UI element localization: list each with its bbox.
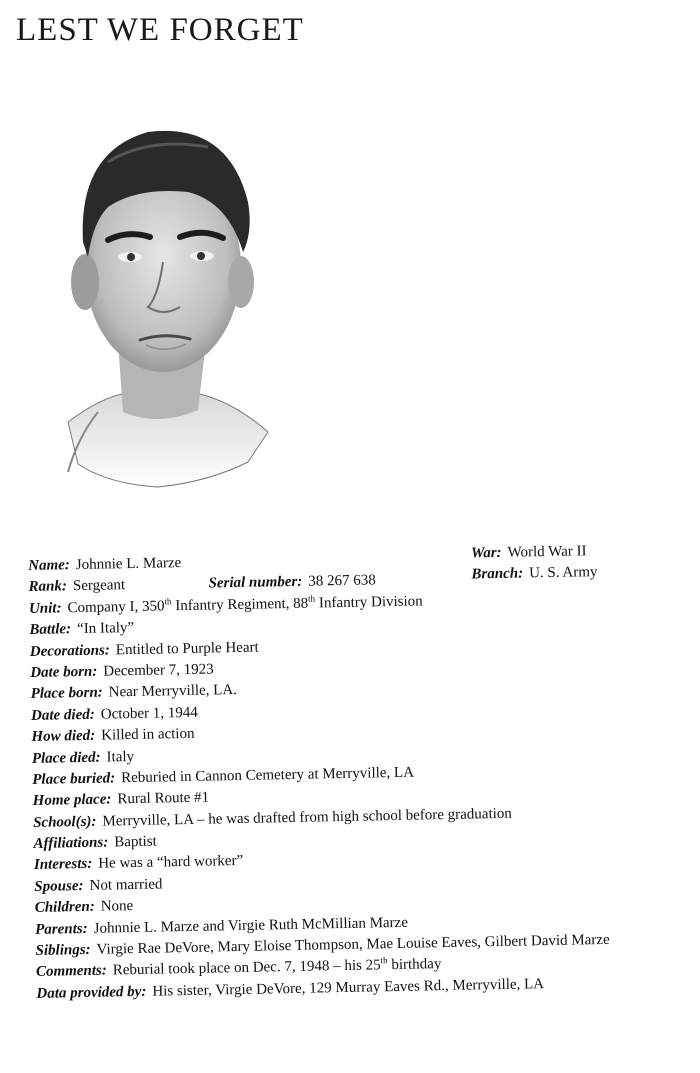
decorations-label: Decorations:	[29, 642, 110, 660]
children-label: Children:	[34, 899, 95, 917]
unit-label: Unit:	[28, 600, 62, 617]
data-provided-label: Data provided by:	[36, 983, 147, 1002]
date-died-label: Date died:	[30, 706, 95, 724]
date-died-value: October 1, 1944	[100, 704, 198, 723]
battle-value: “In Italy”	[76, 620, 135, 638]
schools-value: Merryville, LA – he was drafted from high school before graduation	[102, 805, 512, 830]
how-died-value: Killed in action	[101, 725, 195, 744]
home-place-value: Rural Route #1	[117, 789, 210, 808]
soldier-record	[28, 544, 687, 1006]
spouse-value: Not married	[89, 876, 163, 894]
how-died-label: How died:	[31, 727, 96, 746]
place-buried-label: Place buried:	[32, 770, 116, 788]
war-value: World War II	[507, 543, 587, 561]
serial-label: Serial number:	[208, 574, 303, 592]
serial-value: 38 267 638	[308, 572, 376, 591]
war-label: War:	[470, 544, 502, 562]
parents-value: Johnnie L. Marze and Virgie Ruth McMillian Marze	[93, 914, 409, 937]
affiliations-value: Baptist	[114, 833, 157, 851]
rank-label: Rank:	[28, 578, 68, 596]
comments-value: Reburial took place on Dec. 7, 1948 – his 25th birthday	[112, 955, 442, 979]
place-died-label: Place died:	[31, 749, 101, 767]
siblings-label: Siblings:	[35, 941, 91, 959]
battle-label: Battle:	[29, 621, 72, 639]
name-label: Name:	[28, 557, 70, 574]
place-buried-value: Reburied in Cannon Cemetery at Merryville, LA	[121, 764, 415, 787]
parents-label: Parents:	[35, 920, 88, 938]
interests-value: He was a “hard worker”	[98, 853, 244, 873]
date-born-value: December 7, 1923	[103, 661, 214, 680]
branch-label: Branch:	[471, 565, 524, 583]
rank-value: Sergeant	[72, 577, 126, 595]
place-died-value: Italy	[106, 748, 135, 766]
date-born-label: Date born:	[30, 663, 98, 681]
page-title: LEST WE FORGET	[16, 12, 304, 48]
soldier-portrait-photo	[38, 92, 278, 502]
children-value: None	[100, 898, 134, 915]
unit-value: Company I, 350th Infantry Regiment, 88th Infantry Division	[67, 593, 423, 617]
home-place-label: Home place:	[32, 791, 112, 810]
decorations-value: Entitled to Purple Heart	[115, 639, 259, 658]
affiliations-label: Affiliations:	[33, 834, 109, 853]
war-field	[471, 541, 587, 565]
data-provided-value: His sister, Virgie DeVore, 129 Murray Eaves Rd., Merryville, LA	[152, 976, 545, 1000]
spouse-label: Spouse:	[34, 877, 84, 895]
name-value: Johnnie L. Marze	[75, 555, 182, 574]
comments-label: Comments:	[35, 963, 107, 981]
interests-label: Interests:	[33, 856, 93, 874]
branch-field	[471, 562, 597, 586]
schools-label: School(s):	[32, 813, 97, 831]
siblings-value: Virgie Rae DeVore, Mary Eloise Thompson, Mae Louise Eaves, Gilbert David Marze	[96, 931, 610, 958]
place-born-label: Place born:	[30, 684, 103, 703]
branch-value: U. S. Army	[528, 564, 598, 582]
place-born-value: Near Merryville, LA.	[108, 682, 238, 701]
